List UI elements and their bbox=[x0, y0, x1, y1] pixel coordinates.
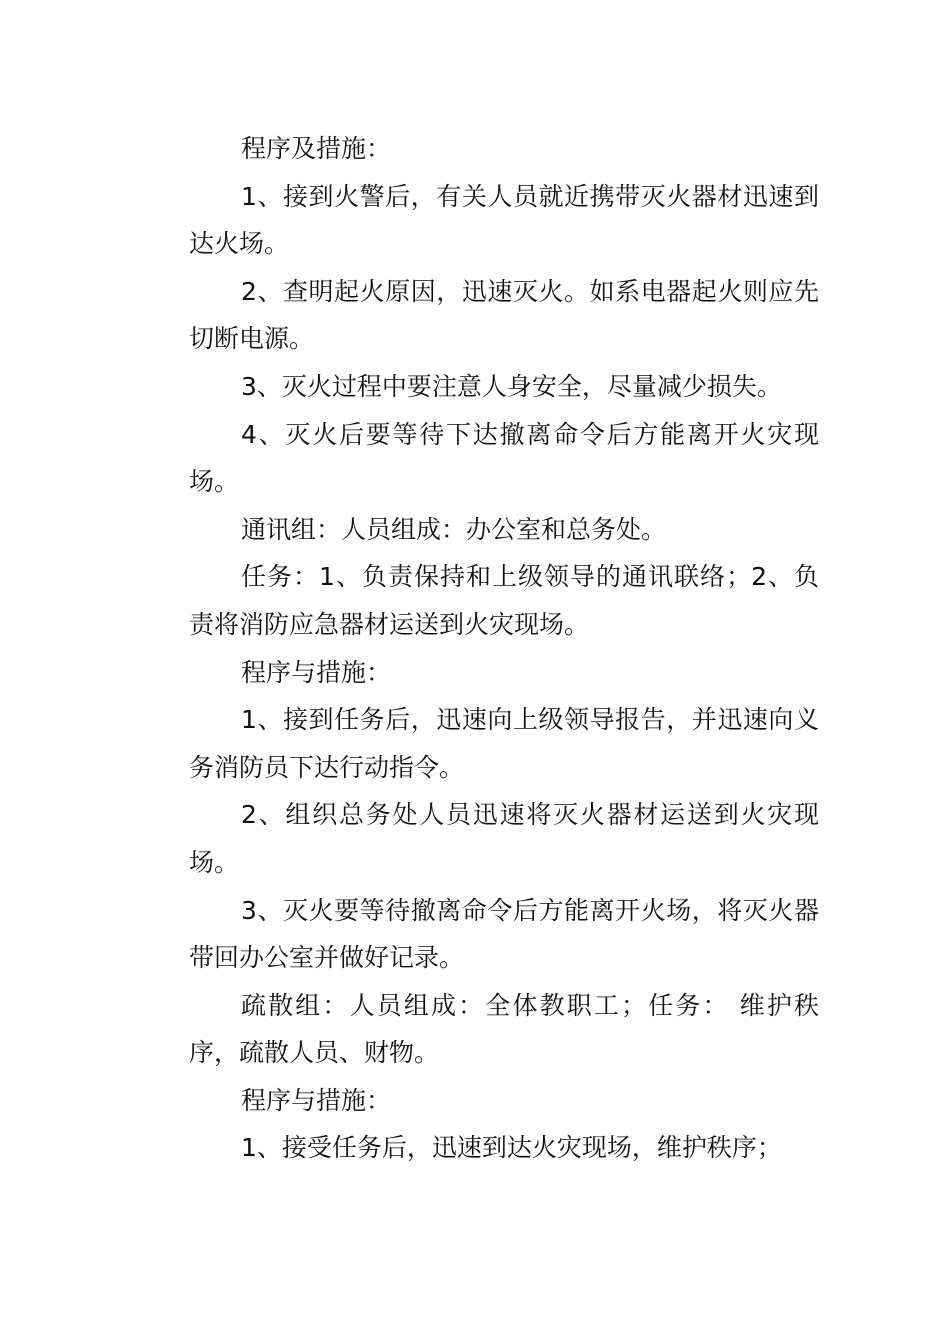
paragraph-evac-step-1: 1、接受任务后，迅速到达火灾现场，维护秩序； bbox=[241, 1133, 782, 1163]
paragraph-comm-step-1: 1、接到任务后，迅速向上级领导报告，并迅速向义务消防员下达行动指令。 bbox=[189, 705, 819, 782]
paragraph-communication-group: 通讯组：人员组成：办公室和总务处。 bbox=[241, 514, 667, 544]
paragraph-step-1: 1、接到火警后，有关人员就近携带灭火器材迅速到达火场。 bbox=[189, 181, 819, 259]
paragraph-step-3: 3、灭火过程中要注意人身安全，尽量减少损失。 bbox=[241, 371, 782, 401]
document-body bbox=[189, 125, 819, 1172]
paragraph-comm-step-2: 2、组织总务处人员迅速将灭火器材运送到火灾现场。 bbox=[189, 800, 819, 877]
section-heading-procedures: 程序及措施： bbox=[241, 134, 392, 163]
section-heading-procedures-2: 程序与措施： bbox=[241, 657, 392, 687]
paragraph-step-4: 4、灭火后要等待下达撤离命令后方能离开火灾现场。 bbox=[189, 419, 819, 497]
paragraph-communication-tasks: 任务：1、负责保持和上级领导的通讯联络；2、负责将消防应急器材运送到火灾现场。 bbox=[189, 562, 819, 639]
section-heading-procedures-3: 程序与措施： bbox=[241, 1085, 392, 1115]
paragraph-evacuation-group: 疏散组：人员组成：全体教职工；任务： 维护秩序，疏散人员、财物。 bbox=[189, 990, 819, 1068]
paragraph-step-2: 2、查明起火原因，迅速灭火。如系电器起火则应先切断电源。 bbox=[189, 276, 819, 354]
paragraph-comm-step-3: 3、灭火要等待撤离命令后方能离开火场，将灭火器带回办公室并做好记录。 bbox=[189, 895, 819, 973]
